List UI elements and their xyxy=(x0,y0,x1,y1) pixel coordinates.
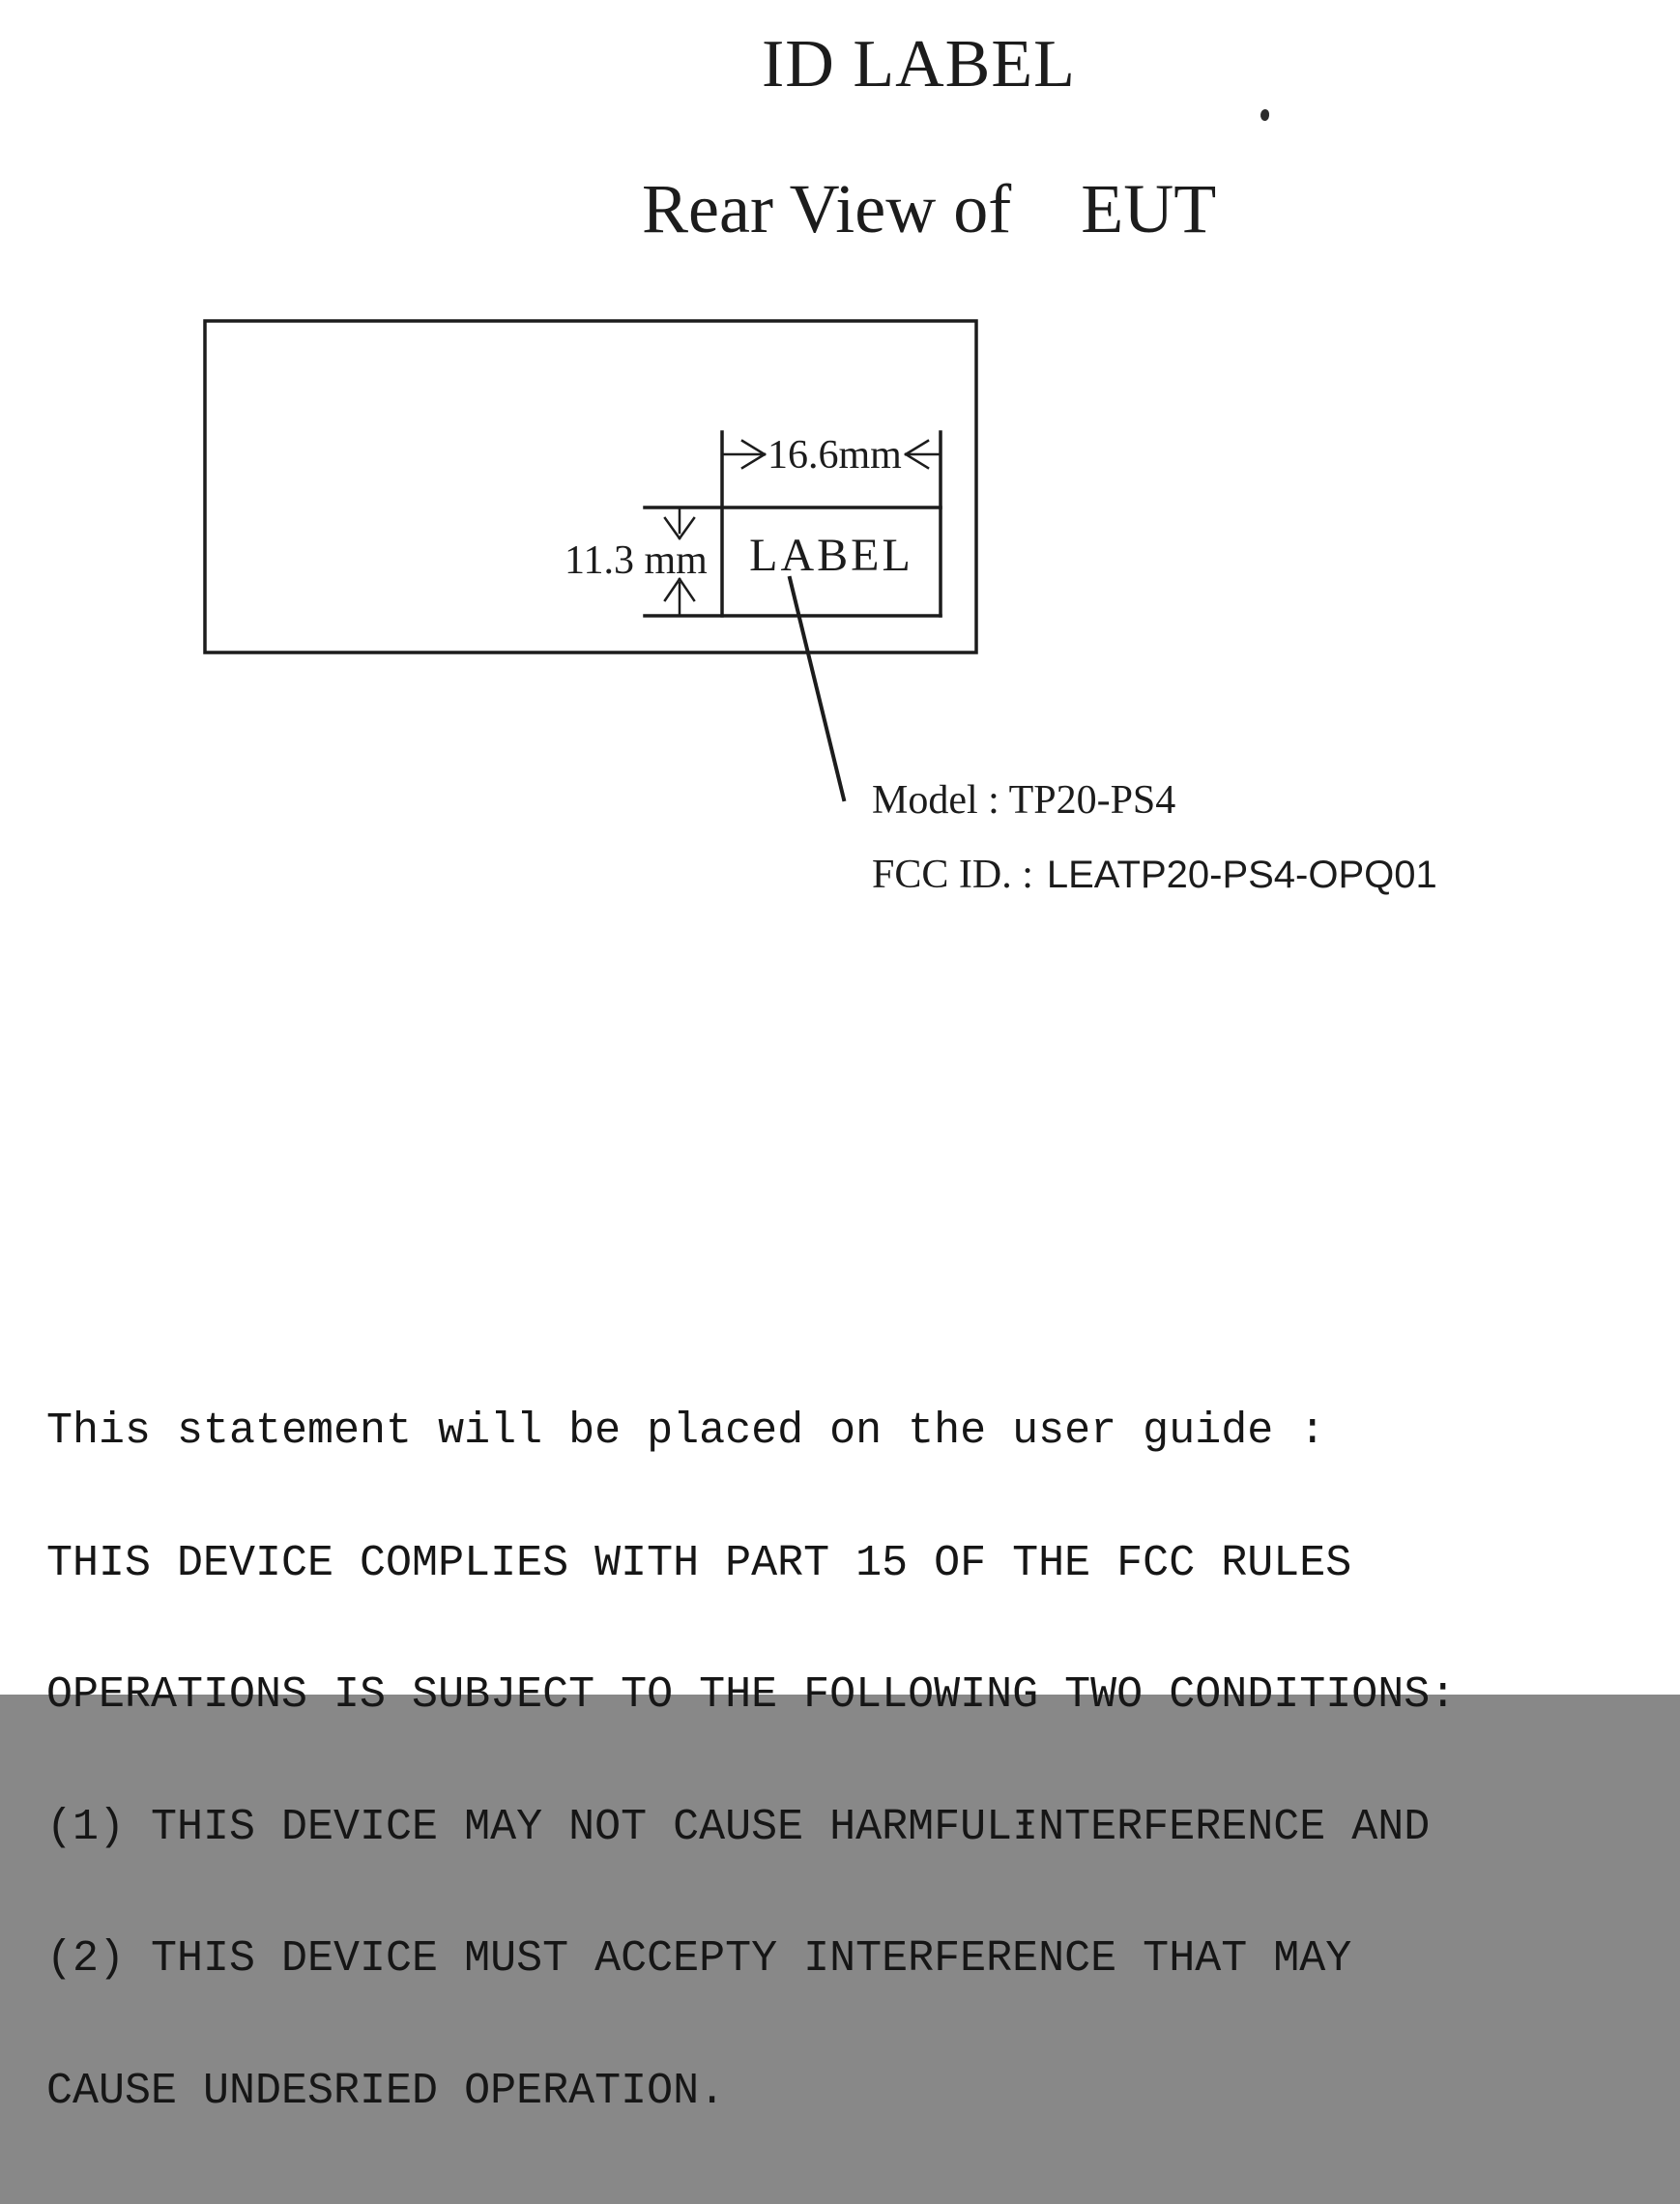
statement-line: THIS DEVICE COMPLIES WITH PART 15 OF THE FCC RULES xyxy=(46,1538,1352,1588)
statement-line: This statement will be placed on the user guide : xyxy=(46,1406,1326,1456)
compliance-statement xyxy=(46,1321,1456,2201)
statement-line: (1) THIS DEVICE MAY NOT CAUSE HARMFULƗNTERFERENCE AND xyxy=(46,1802,1431,1852)
fcc-id-value: LEATP20-PS4-OPQ01 xyxy=(1046,854,1437,896)
height-dimension-bottom-arrow xyxy=(665,579,694,615)
height-dimension-top-arrow xyxy=(665,508,694,538)
leader-line xyxy=(790,578,844,799)
width-dimension-right-arrow xyxy=(906,441,941,468)
eut-outline-rect xyxy=(205,321,976,652)
fcc-id-prefix: FCC ID. : xyxy=(872,853,1033,897)
width-dimension-left-arrow xyxy=(722,441,765,468)
page-subtitle: Rear View of EUT xyxy=(642,170,1217,247)
statement-line: CAUSE UNDESRIED OPERATION. xyxy=(46,2066,726,2116)
fcc-id-line xyxy=(872,855,1437,895)
height-dimension-label: 11.3 mm xyxy=(565,538,708,583)
statement-line: (2) THIS DEVICE MUST ACCEPTY INTERFERENCE THAT MAY xyxy=(46,1934,1352,1984)
scan-speck-artifact xyxy=(1260,108,1270,121)
model-text: Model : TP20-PS4 xyxy=(872,778,1176,823)
label-box-text: LABEL xyxy=(749,530,913,581)
eut-rear-view-diagram xyxy=(174,290,1005,831)
width-dimension-label: 16.6mm xyxy=(768,433,902,478)
statement-line: OPERATIONS IS SUBJECT TO THE FOLLOWING TWO CONDITIONS: xyxy=(46,1670,1457,1720)
page-title: ID LABEL xyxy=(762,27,1076,102)
